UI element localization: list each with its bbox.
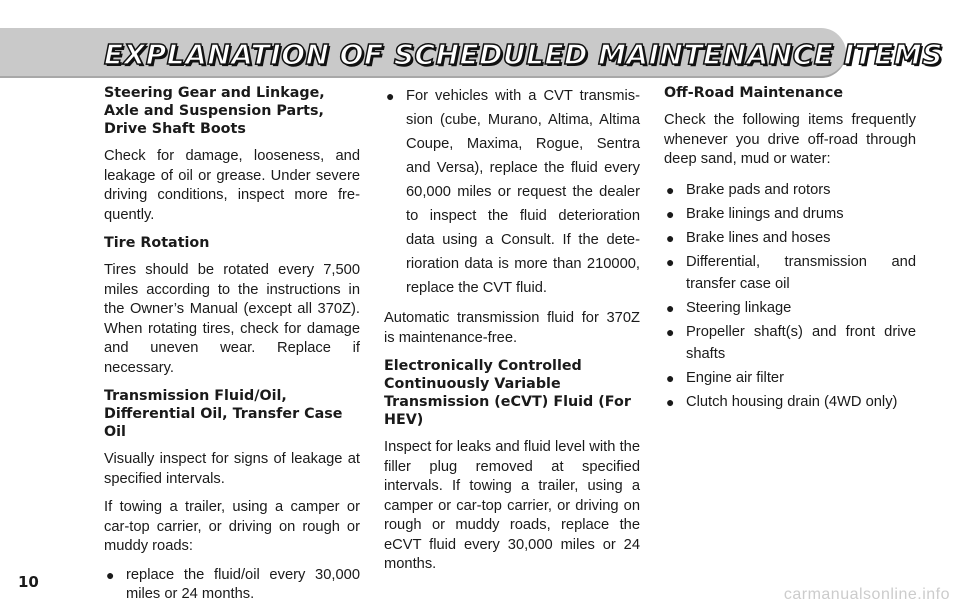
bullet-icon: ● — [666, 181, 675, 198]
list-item — [664, 367, 916, 389]
page-title: EXPLANATION OF SCHEDULED MAINTENANCE ITEMS — [104, 38, 943, 71]
list-item — [664, 227, 916, 249]
bullet-list — [104, 566, 360, 605]
section-heading-off-road: Off-Road Maintenance — [664, 85, 844, 101]
list-item — [664, 179, 916, 201]
paragraph-ecvt: Inspect for leaks and fluid level with the filler plug removed at specified intervals. If towing a trailer, using a camper or car-top carrier, or driving on rough or muddy roads, replace the eCVT fluid every 30,000 miles or 24 months. — [384, 439, 640, 572]
list-item — [664, 297, 916, 319]
list-item — [664, 203, 916, 225]
watermark: carmanualsonline.info — [783, 586, 950, 603]
list-item — [664, 321, 916, 365]
bullet-list — [384, 84, 640, 300]
bullet-icon: ● — [386, 88, 395, 104]
section-heading-ecvt: Electronically Controlled Continuously Variable Transmission (eCVT) Fluid (For HEV) — [384, 358, 631, 428]
bullet-list — [664, 179, 916, 413]
list-item-text: Brake pads and rotors — [686, 181, 831, 198]
bullet-icon: ● — [666, 205, 675, 222]
bullet-icon: ● — [666, 393, 675, 410]
bullet-icon: ● — [666, 323, 675, 340]
list-item-text: Propeller shaft(s) and front drive shafts — [686, 323, 916, 362]
list-item-text: Differential, transmission and transfer case oil — [686, 253, 916, 292]
paragraph-leakage: Visually inspect for signs of leakage at specified intervals. — [104, 451, 360, 487]
bullet-icon: ● — [666, 299, 675, 316]
list-item — [664, 391, 916, 413]
list-item-text: Brake linings and drums — [686, 205, 844, 222]
bullet-icon: ● — [666, 229, 675, 246]
paragraph-steering: Check for damage, looseness, and leakage of oil or grease. Under severe driving conditions, inspect more fre-quently. — [104, 148, 360, 223]
column-middle — [384, 84, 640, 584]
list-item — [384, 84, 640, 300]
list-item — [104, 566, 360, 605]
paragraph-370z: Automatic transmission fluid for 370Z is maintenance-free. — [384, 310, 640, 346]
list-item-text: Clutch housing drain (4WD only) — [686, 393, 898, 410]
paragraph-tire-rotation: Tires should be rotated every 7,500 miles according to the instructions in the Owner’s Manual (except all 370Z). When rotating tires, check for damage and uneven wear. Replace if necessary. — [104, 262, 360, 376]
page-number: 10 — [18, 573, 39, 591]
section-heading-steering: Steering Gear and Linkage, Axle and Suspension Parts, Drive Shaft Boots — [104, 85, 325, 137]
bullet-icon: ● — [106, 566, 115, 583]
bullet-icon: ● — [666, 253, 675, 270]
list-item-text: replace the fluid/oil every 30,000 miles or 24 months. — [126, 566, 360, 602]
bullet-icon: ● — [666, 369, 675, 386]
column-left — [104, 84, 360, 614]
list-item-text: Steering linkage — [686, 299, 792, 316]
list-item-text: Engine air filter — [686, 369, 784, 386]
column-right — [664, 84, 916, 422]
list-item — [664, 251, 916, 295]
section-heading-tire-rotation: Tire Rotation — [104, 235, 210, 251]
paragraph-towing: If towing a trailer, using a camper or car-top carrier, or driving on rough or muddy roads: — [104, 499, 360, 554]
section-heading-transmission-fluid: Transmission Fluid/Oil, Differential Oil, Transfer Case Oil — [104, 388, 343, 440]
list-item-text: For vehicles with a CVT transmis-sion (cube, Murano, Altima, Altima Coupe, Maxima, Rogue, Sentra and Versa), replace the fluid every 60,000 miles or request the dealer to inspect the fluid deterioration data using a Consult. If the dete-rioration data is more than 210000, replace the CVT fluid. — [406, 88, 640, 296]
list-item-text: Brake lines and hoses — [686, 229, 831, 246]
paragraph-off-road: Check the following items frequently whenever you drive off-road through deep sand, mud or water: — [664, 112, 916, 167]
